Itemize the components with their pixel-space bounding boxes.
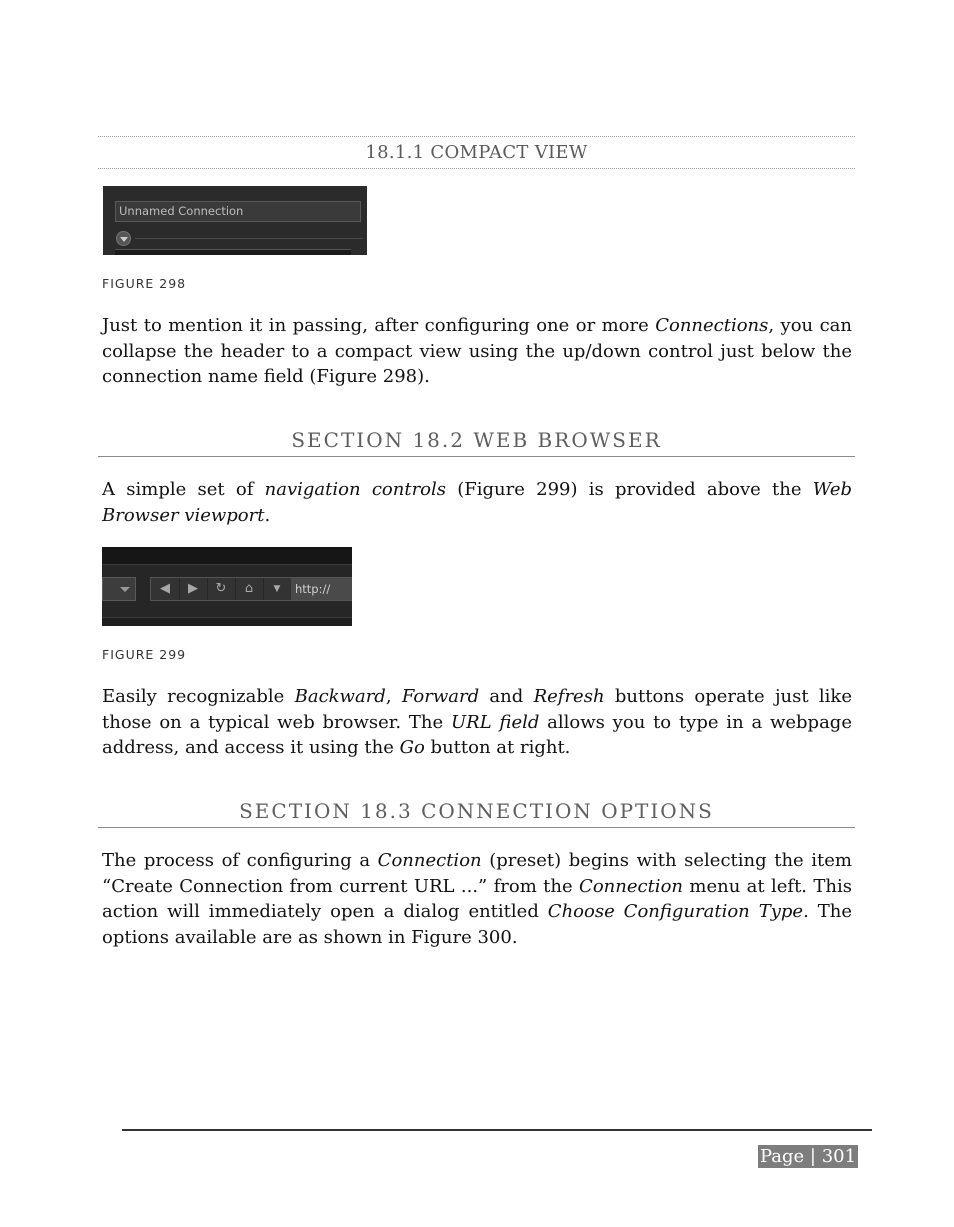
collapse-toggle-icon [116, 231, 131, 246]
header-bar-edge [115, 249, 351, 255]
home-icon: ⌂ [235, 578, 264, 600]
footer-rule [122, 1129, 872, 1131]
refresh-icon: ↻ [207, 578, 236, 600]
figure-298-image [103, 186, 367, 255]
section-heading-web-browser: SECTION 18.2 WEB BROWSER [98, 428, 855, 457]
paragraph-browser-buttons: Easily recognizable Backward, Forward and Refresh buttons operate just like those on a typical web browser. The URL field allows you to type in a webpage address, and access it using the Go button at right. [102, 686, 852, 758]
paragraph-connection-options: The process of configuring a Connection (preset) begins with selecting the item “Create Connection from current URL ...” from the Connection menu at left. This action will immediately open a dialog entitled Choose Configuration Type. The options available are as shown in Figure 300. [102, 850, 852, 948]
paragraph-navigation-controls: A simple set of navigation controls (Figure 299) is provided above the Web Browser viewport. [102, 479, 852, 526]
home-dropdown-icon: ▼ [263, 578, 292, 600]
dropdown-arrow-icon [120, 587, 130, 592]
figure-299-image [102, 547, 352, 626]
subsection-heading [98, 136, 855, 169]
back-arrow-icon: ◀ [151, 578, 180, 600]
navigation-controls [150, 577, 352, 601]
connection-name-field: Unnamed Connection [115, 201, 361, 222]
subsection-title: 18.1.1 COMPACT VIEW [365, 142, 588, 163]
forward-arrow-icon: ▶ [179, 578, 208, 600]
page-number: Page | 301 [760, 1146, 857, 1167]
toolbar-top-band [102, 547, 352, 565]
figure-298-caption: FIGURE 298 [102, 276, 187, 291]
toolbar-bottom-band [102, 617, 352, 626]
figure-299-caption: FIGURE 299 [102, 647, 187, 662]
dropdown-control [102, 577, 136, 601]
section-heading-connection-options: SECTION 18.3 CONNECTION OPTIONS [98, 799, 855, 828]
url-field: http:// [291, 578, 352, 600]
paragraph-compact-view: Just to mention it in passing, after configuring one or more Connections, you can collapse the header to a compact view using the up/down control just below the connection name field (Figure 298). [102, 315, 852, 387]
divider [135, 238, 363, 239]
